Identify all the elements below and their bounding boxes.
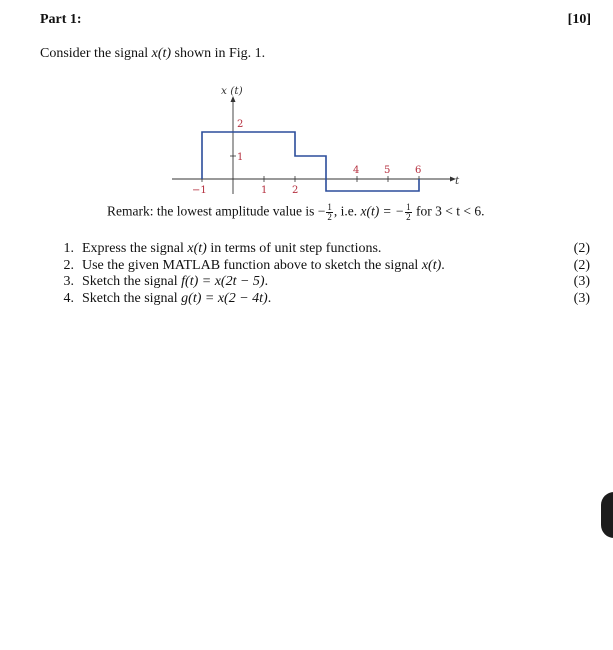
fraction-half: [326, 203, 333, 222]
intro-text: [40, 46, 265, 62]
remark-text: [107, 203, 485, 222]
remark-tail: for 3 < t < 6.: [412, 203, 485, 219]
y-tick-label-2: 2: [237, 119, 244, 130]
remark-lead: Remark: the lowest amplitude value is −: [107, 203, 326, 219]
signal-trace: [202, 132, 422, 191]
intro-signal: x(t): [151, 46, 172, 61]
fraction-denominator: 2: [327, 212, 332, 222]
task-math: f(t) = x(2t − 5): [181, 274, 265, 289]
part-title: Part 1:: [40, 12, 82, 27]
x-tick-label-2: 2: [292, 185, 299, 196]
task-points: (2): [573, 241, 590, 256]
fraction-half-2: [405, 203, 412, 222]
fraction-numerator: 1: [327, 202, 332, 212]
task-list: [58, 241, 590, 307]
task-item: [58, 258, 590, 275]
task-item: [58, 291, 590, 308]
task-text-b: .: [441, 257, 445, 273]
task-number: 3.: [63, 274, 74, 289]
task-points: (2): [573, 257, 590, 273]
task-text-a: Express the signal: [82, 241, 188, 256]
intro-tail: shown in Fig. 1.: [171, 46, 266, 61]
task-math: x(t): [187, 241, 207, 256]
task-text: [82, 241, 381, 258]
fraction-numerator: 1: [406, 202, 411, 212]
task-text: [82, 274, 268, 291]
x-tick-label-neg1: −1: [192, 185, 207, 196]
y-tick-label-1: 1: [237, 152, 244, 163]
task-math: g(t) = x(2 − 4t): [181, 290, 268, 306]
x-tick-label-1: 1: [261, 185, 268, 196]
x-axis-label: t: [455, 175, 460, 187]
task-number: 1.: [63, 241, 74, 256]
task-math: x(t): [421, 257, 442, 273]
y-axis-label: x (t): [221, 85, 243, 97]
task-text: [82, 258, 445, 275]
task-text-a: Use the given MATLAB function above to sketch the signal: [82, 257, 422, 273]
task-item: [58, 274, 590, 291]
task-number: 2.: [63, 257, 74, 273]
task-points: (3): [573, 290, 590, 306]
signal-figure: [0, 78, 613, 200]
fraction-denominator: 2: [406, 212, 411, 222]
x-tick-label-6: 6: [415, 165, 422, 176]
remark-mid: , i.e.: [333, 203, 361, 219]
task-number: 4.: [63, 290, 74, 306]
task-text-b: .: [264, 274, 269, 289]
task-text-a: Sketch the signal: [82, 290, 182, 306]
task-text-b: .: [267, 290, 272, 306]
task-text-a: Sketch the signal: [82, 274, 182, 289]
total-marks: [10]: [567, 12, 591, 27]
task-item: [58, 241, 590, 258]
x-tick-label-5: 5: [384, 165, 391, 176]
edge-overlay-shape: [601, 492, 613, 538]
task-text: [82, 291, 271, 308]
task-points: (3): [573, 274, 590, 289]
remark-expr: x(t) = −: [360, 203, 405, 219]
task-text-b: in terms of unit step functions.: [206, 241, 382, 256]
intro-lead: Consider the signal: [40, 46, 152, 61]
x-tick-label-4: 4: [353, 165, 360, 176]
